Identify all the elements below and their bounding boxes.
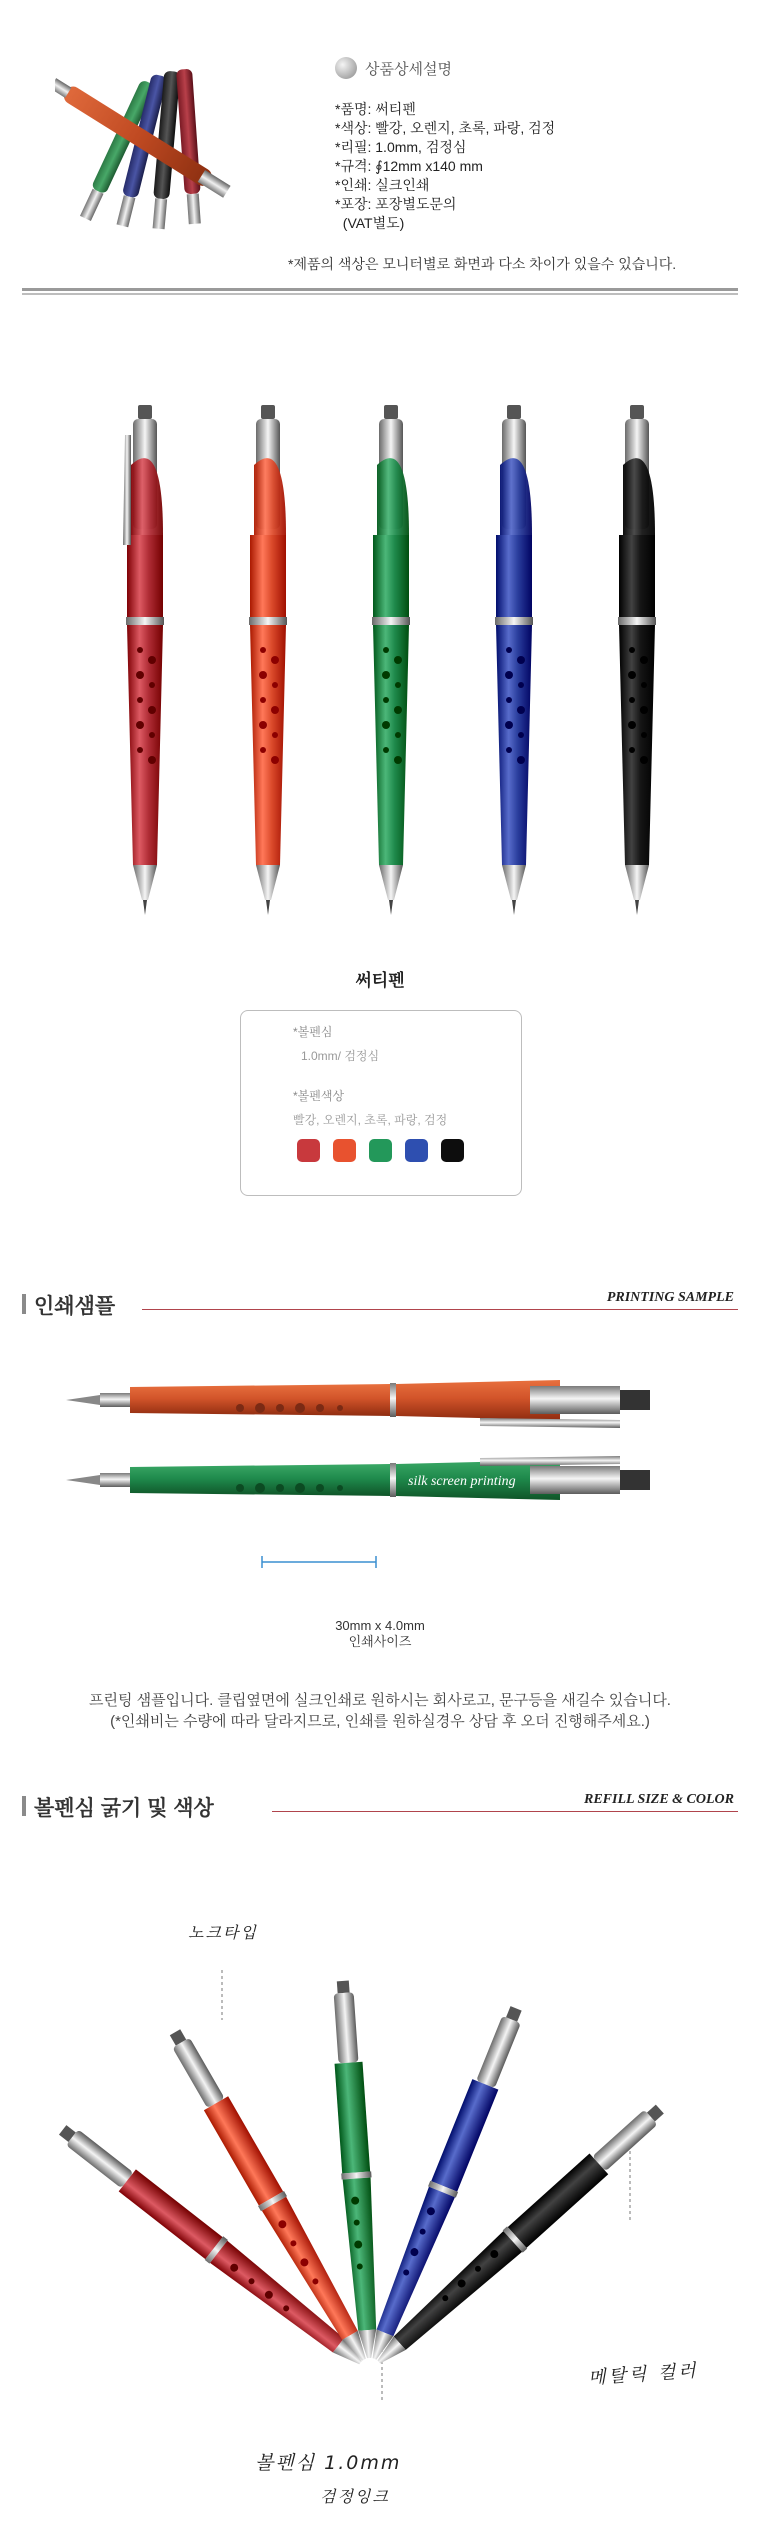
- lineup-pen: [372, 405, 410, 915]
- print-size-label: [0, 1618, 760, 1650]
- color-disclaimer: *제품의 색상은 모니터별로 화면과 다소 차이가 있을수 있습니다.: [288, 256, 677, 272]
- refill-value: 1.0mm/ 검정심: [301, 1049, 380, 1063]
- pen-color-value: 빨강, 오렌지, 초록, 파랑, 검정: [293, 1113, 448, 1127]
- fan-pen: [53, 2118, 369, 2374]
- lineup-pen: [495, 405, 533, 915]
- lineup-pen: [123, 405, 164, 915]
- color-swatch: [441, 1139, 464, 1162]
- spec-size: *규격: ∮12mm x140 mm: [335, 158, 483, 174]
- print-size-value: 30mm x 4.0mm: [335, 1618, 425, 1633]
- print-size-caption: 인쇄사이즈: [348, 1634, 412, 1649]
- header-rule: [142, 1309, 738, 1310]
- hero-pens-image: [55, 55, 245, 255]
- printing-description-note: (*인쇄비는 수량에 따라 달라지므로, 인쇄를 원하실경우 상담 후 오더 진행해주세요.): [110, 1713, 650, 1730]
- ink-color-label: 검정잉크: [320, 2487, 390, 2506]
- spec-packaging: *포장: 포장별도문의: [335, 196, 457, 212]
- spec-vat: (VAT별도): [335, 215, 405, 231]
- metallic-color-label: 메탈릭 컬러: [587, 2360, 700, 2389]
- section-divider: [22, 288, 738, 295]
- silk-print-text: silk screen printing: [408, 1474, 516, 1489]
- color-swatch: [333, 1139, 356, 1162]
- printing-section-header: [22, 1290, 738, 1320]
- knock-type-label: 노크타입: [188, 1923, 258, 1942]
- printing-description: [0, 1690, 760, 1732]
- pen-color-label: *볼펜색상: [293, 1089, 345, 1103]
- refill-info-box: [240, 1010, 522, 1196]
- color-swatch: [405, 1139, 428, 1162]
- detail-title: 상품상세설명: [365, 60, 452, 78]
- spec-print: *인쇄: 실크인쇄: [335, 177, 430, 193]
- product-name: 써티펜: [355, 971, 405, 990]
- spec-colors: *색상: 빨강, 오렌지, 초록, 파랑, 검정: [335, 120, 556, 136]
- detail-header: [335, 57, 452, 79]
- refill-title: 볼펜심 굵기 및 색상: [34, 1797, 214, 1820]
- refill-size-label: 볼펜심 1.0mm: [255, 2452, 402, 2474]
- section-marker: [22, 1294, 26, 1314]
- printing-title: 인쇄샘플: [34, 1295, 116, 1318]
- printing-sample-image: [60, 1350, 700, 1570]
- refill-section-header: [22, 1792, 738, 1822]
- printing-description-text: 프린팅 샘플입니다. 클립옆면에 실크인쇄로 원하시는 회사로고, 문구등을 새길수 있습니다.: [89, 1692, 671, 1709]
- refill-label: *볼펜심: [293, 1025, 333, 1039]
- color-swatch: [369, 1139, 392, 1162]
- bullet-dot-icon: [335, 57, 357, 79]
- spec-name: *품명: 써티펜: [335, 101, 416, 117]
- section-marker: [22, 1796, 26, 1816]
- spec-refill: *리필: 1.0mm, 검정심: [335, 139, 467, 155]
- spec-list: [335, 100, 555, 233]
- lineup-pen: [618, 405, 656, 915]
- lineup-pen: [249, 405, 287, 915]
- color-swatch: [297, 1139, 320, 1162]
- refill-subtitle: REFILL SIZE & COLOR: [576, 1792, 734, 1808]
- printing-subtitle: PRINTING SAMPLE: [599, 1290, 734, 1306]
- header-rule: [272, 1811, 738, 1812]
- color-swatches: [297, 1139, 464, 1162]
- pen-lineup-image: [90, 395, 690, 935]
